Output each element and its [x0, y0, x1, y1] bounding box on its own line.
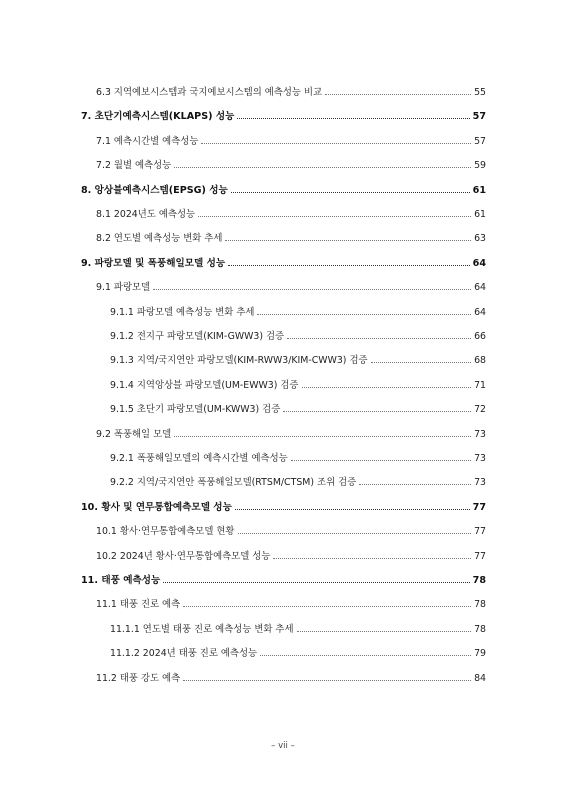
toc-page-number: 78 [474, 624, 486, 635]
dot-leader [283, 411, 471, 412]
toc-entry-label: 7.1 예측시간별 예측성능 [96, 136, 199, 147]
toc-page-number: 64 [472, 258, 486, 269]
dot-leader [291, 460, 471, 461]
toc-entry-8-1[interactable] [96, 204, 486, 220]
toc-entry-label: 11.1.1 연도별 태풍 진로 예측성능 변화 추세 [110, 624, 294, 635]
toc-chapter-7[interactable] [81, 106, 486, 122]
toc-entry-9-1-1[interactable] [110, 302, 486, 318]
toc-page-number: 73 [474, 453, 486, 464]
toc-page-number: 68 [474, 355, 486, 366]
toc-page-number: 72 [474, 404, 486, 415]
toc-entry-label: 9.2.1 폭풍해일모델의 예측시간별 예측성능 [110, 453, 288, 464]
toc-entry-7-1[interactable] [96, 131, 486, 147]
toc-entry-label: 10.1 황사·연무통합예측모델 현황 [96, 526, 235, 537]
toc-entry-label: 8. 앙상블예측시스템(EPSG) 성능 [81, 185, 228, 196]
toc-chapter-8[interactable] [81, 180, 486, 196]
toc-entry-label: 9.1.5 초단기 파랑모델(UM-KWW3) 검증 [110, 404, 281, 415]
toc-page-number: 71 [474, 380, 486, 391]
dot-leader [287, 338, 471, 339]
toc-page-number: 77 [474, 526, 486, 537]
toc-entry-label: 9. 파랑모델 및 폭풍해일모델 성능 [81, 258, 226, 269]
dot-leader [198, 216, 471, 217]
dot-leader [325, 94, 471, 95]
toc-entry-label: 9.1.2 전지구 파랑모델(KIM-GWW3) 검증 [110, 331, 285, 342]
toc-entry-label: 8.2 연도별 예측성능 변화 추세 [96, 233, 223, 244]
toc-entry-label: 8.1 2024년도 예측성능 [96, 209, 196, 220]
toc-page-number: 59 [474, 160, 486, 171]
dot-leader [260, 655, 471, 656]
dot-leader [257, 314, 471, 315]
toc-entry-label: 7. 초단기예측시스템(KLAPS) 성능 [81, 111, 235, 122]
dot-leader [371, 362, 472, 363]
toc-page-number: 66 [474, 331, 486, 342]
toc-entry-6-3[interactable] [96, 82, 486, 98]
toc-entry-11-1[interactable] [96, 594, 486, 610]
dot-leader [201, 143, 471, 144]
page-footer-number: – vii – [271, 741, 295, 751]
toc-page-number: 61 [472, 185, 486, 196]
toc-entry-10-2[interactable] [96, 546, 486, 562]
toc-entry-label: 9.2 폭풍해일 모델 [96, 429, 172, 440]
toc-page-number: 77 [474, 551, 486, 562]
dot-leader [235, 509, 470, 510]
toc-entry-label: 9.1.1 파랑모델 예측성능 변화 추세 [110, 307, 255, 318]
toc-entry-label: 10. 황사 및 연무통합예측모델 성능 [81, 502, 232, 513]
toc-entry-9-1-5[interactable] [110, 399, 486, 415]
toc-entry-9-1-3[interactable] [110, 350, 486, 366]
toc-page-number: 79 [474, 648, 486, 659]
dot-leader [153, 289, 471, 290]
toc-page-number: 64 [474, 307, 486, 318]
dot-leader [231, 192, 470, 193]
toc-entry-label: 11.1 태풍 진로 예측 [96, 599, 181, 610]
toc-chapter-11[interactable] [81, 570, 486, 586]
toc-entry-9-2-2[interactable] [110, 472, 486, 488]
dot-leader [237, 118, 469, 119]
toc-entry-9-2-1[interactable] [110, 448, 486, 464]
dot-leader [297, 631, 472, 632]
toc-page-number: 64 [474, 282, 486, 293]
toc-entry-label: 9.1 파랑모델 [96, 282, 151, 293]
dot-leader [238, 533, 472, 534]
toc-page-number: 78 [472, 575, 486, 586]
toc-entry-9-1[interactable] [96, 277, 486, 293]
dot-leader [302, 387, 472, 388]
toc-entry-9-2[interactable] [96, 424, 486, 440]
toc-entry-label: 9.1.4 지역앙상블 파랑모델(UM-EWW3) 검증 [110, 380, 299, 391]
toc-entry-label: 6.3 지역예보시스템과 국지예보시스템의 예측성능 비교 [96, 87, 323, 98]
toc-page-number: 77 [472, 502, 486, 513]
toc-entry-10-1[interactable] [96, 521, 486, 537]
toc-entry-label: 10.2 2024년 황사·연무통합예측모델 성능 [96, 551, 271, 562]
toc-page-number: 73 [474, 429, 486, 440]
dot-leader [359, 484, 471, 485]
toc-entry-9-1-4[interactable] [110, 375, 486, 391]
toc-entry-label: 9.1.3 지역/국지연안 파랑모델(KIM-RWW3/KIM-CWW3) 검증 [110, 355, 368, 366]
toc-page-number: 61 [474, 209, 486, 220]
toc-entry-label: 11.2 태풍 강도 예측 [96, 673, 181, 684]
dot-leader [225, 240, 471, 241]
dot-leader [174, 436, 471, 437]
dot-leader [163, 582, 469, 583]
dot-leader [228, 265, 469, 266]
toc-entry-7-2[interactable] [96, 155, 486, 171]
toc-chapter-10[interactable] [81, 497, 486, 513]
dot-leader [174, 167, 471, 168]
toc-entry-11-2[interactable] [96, 668, 486, 684]
toc-entry-11-1-1[interactable] [110, 619, 486, 635]
toc-entry-label: 11. 태풍 예측성능 [81, 575, 161, 586]
toc-page-number: 78 [474, 599, 486, 610]
toc-page-number: 84 [474, 673, 486, 684]
toc-entry-8-2[interactable] [96, 228, 486, 244]
dot-leader [183, 680, 471, 681]
toc-entry-label: 9.2.2 지역/국지연안 폭풍해일모델(RTSM/CTSM) 조위 검증 [110, 477, 357, 488]
dot-leader [273, 558, 471, 559]
toc-entry-9-1-2[interactable] [110, 326, 486, 342]
toc-entry-label: 7.2 월별 예측성능 [96, 160, 172, 171]
toc-page-number: 57 [472, 111, 486, 122]
dot-leader [183, 606, 471, 607]
toc-entry-11-1-2[interactable] [110, 643, 486, 659]
toc-chapter-9[interactable] [81, 253, 486, 269]
toc-page-number: 73 [474, 477, 486, 488]
toc-page-number: 55 [474, 87, 486, 98]
toc-page-number: 57 [474, 136, 486, 147]
toc-page-number: 63 [474, 233, 486, 244]
toc-entry-label: 11.1.2 2024년 태풍 진로 예측성능 [110, 648, 258, 659]
